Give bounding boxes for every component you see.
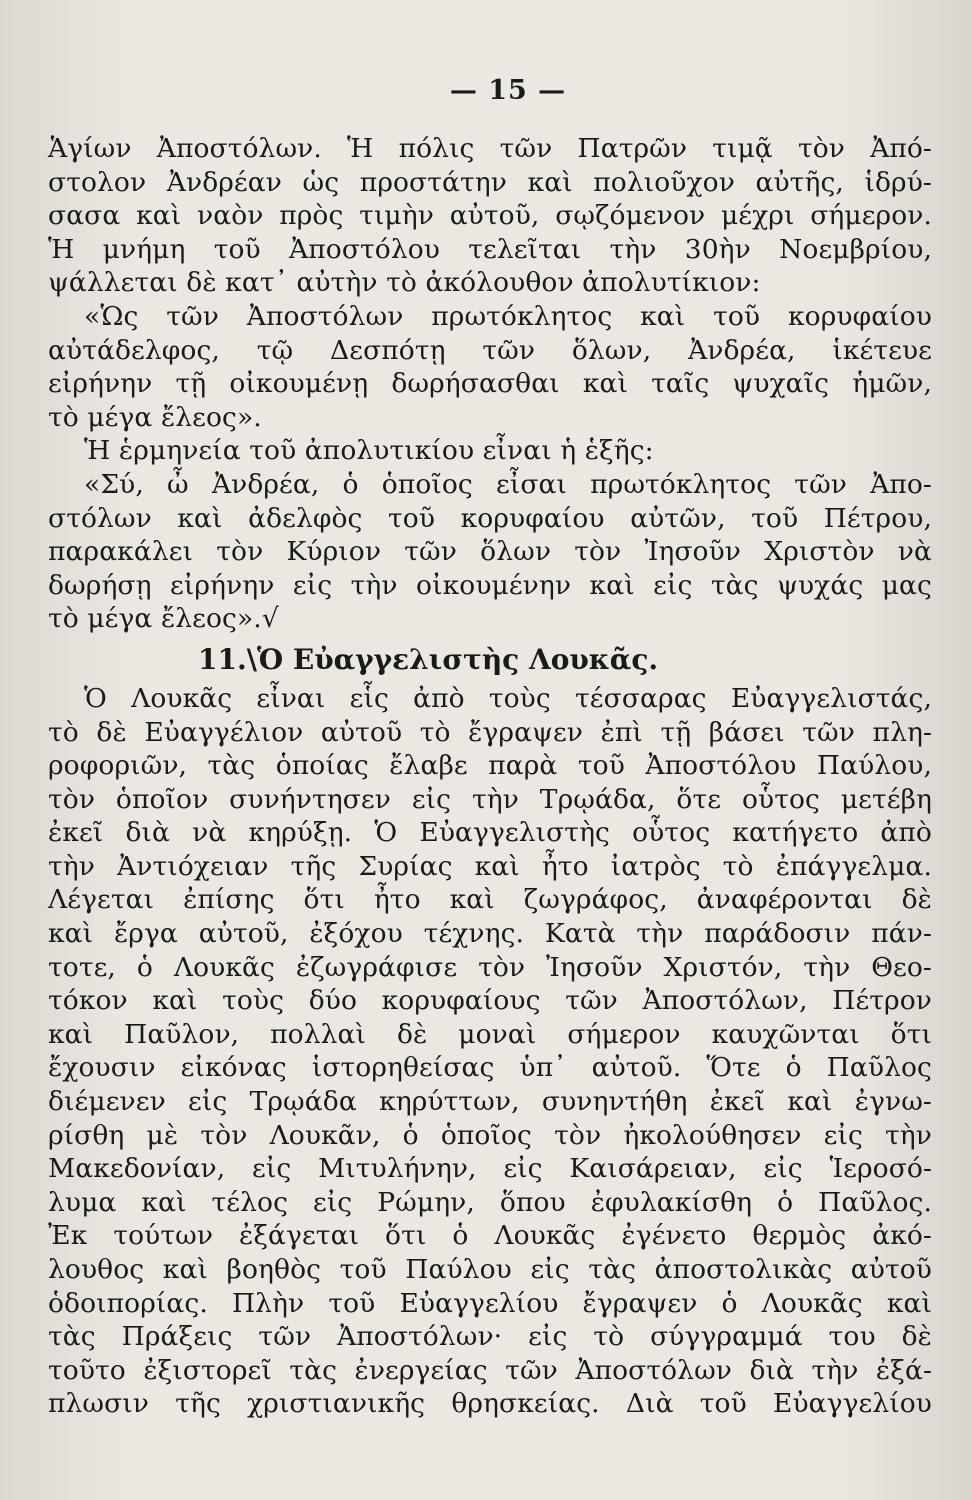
text-line: στολον Ἀνδρέαν ὡς προστάτην καὶ πολιοῦχον αὐτῆς, ἱδρύ- — [48, 166, 932, 198]
text-line: «Ὡς τῶν Ἀποστόλων πρωτόκλητος καὶ τοῦ κορυφαίου — [84, 300, 932, 332]
text-line: ἐκεῖ διὰ νὰ κηρύξῃ. Ὁ Εὐαγγελιστὴς οὗτος κατήγετο ἀπὸ — [48, 817, 932, 849]
text-line: ρίσθη μὲ τὸν Λουκᾶν, ὁ ὁποῖος τὸν ἠκολούθησεν εἰς τὴν — [48, 1119, 932, 1151]
text-line: τὸ μέγα ἔλεος».√ — [48, 603, 279, 635]
text-line: καὶ ἔργα αὐτοῦ, ἐξόχου τέχνης. Κατὰ τὴν παράδοσιν πάν- — [48, 918, 932, 950]
text-line: ἔχουσιν εἰκόνας ἱστορηθείσας ὑπ᾽ αὐτοῦ. Ὅτε ὁ Παῦλος — [48, 1052, 932, 1084]
text-line: Ὁ Λουκᾶς εἶναι εἷς ἀπὸ τοὺς τέσσαρας Εὐαγγελιστάς, — [84, 682, 932, 714]
text-line: Μακεδονίαν, εἰς Μιτυλήνην, εἰς Καισάρειαν, εἰς Ἱεροσό- — [48, 1153, 932, 1185]
text-line: τὴν Ἀντιόχειαν τῆς Συρίας καὶ ἦτο ἰατρὸς τὸ ἐπάγγελμα. — [48, 850, 932, 882]
text-line: ψάλλεται δὲ κατ᾽ αὐτὴν τὸ ἀκόλουθον ἀπολυτίκιον: — [48, 267, 761, 299]
text-line: Ἐκ τούτων ἐξάγεται ὅτι ὁ Λουκᾶς ἐγένετο θερμὸς ἀκό- — [48, 1220, 932, 1252]
text-line: τὸ δὲ Εὐαγγέλιον αὐτοῦ τὸ ἔγραψεν ἐπὶ τῇ βάσει τῶν πλη- — [48, 716, 932, 748]
page-number: — 15 — — [449, 75, 567, 106]
text-line: λουθος καὶ βοηθὸς τοῦ Παύλου εἰς τὰς ἀποστολικὰς αὐτοῦ — [48, 1254, 932, 1285]
text-line: ὁδοιπορίας. Πλὴν τοῦ Εὐαγγελίου ἔγραψεν ὁ Λουκᾶς καὶ — [48, 1287, 932, 1319]
text-line: στόλων καὶ ἀδελφὸς τοῦ κορυφαίου αὐτῶν, τοῦ Πέτρου, — [48, 502, 932, 534]
text-line: δωρήσῃ εἰρήνην εἰς τὴν οἰκουμένην καὶ εἰς τὰς ψυχάς μας — [48, 569, 932, 601]
text-line: καὶ Παῦλον, πολλαὶ δὲ μοναὶ σήμερον καυχῶνται ὅτι — [48, 1018, 932, 1050]
text-line: τοτε, ὁ Λουκᾶς ἐζωγράφισε τὸν Ἰησοῦν Χριστόν, τὴν Θεο- — [48, 951, 932, 983]
section-heading: 11.\Ὁ Εὐαγγελιστὴς Λουκᾶς. — [198, 642, 659, 676]
text-block-evangelist-luke — [48, 682, 932, 1421]
text-line: «Σύ, ὦ Ἀνδρέα, ὁ ὁποῖος εἶσαι πρωτόκλητος τῶν Ἀπο- — [84, 468, 932, 500]
text-line: διέμενεν εἰς Τρῳάδα κηρύττων, συνηντήθη ἐκεῖ καὶ ἐγνω- — [48, 1086, 932, 1118]
text-line: Ἡ ἑρμηνεία τοῦ ἀπολυτικίου εἶναι ἡ ἑξῆς: — [84, 435, 654, 467]
text-line: τὰς Πράξεις τῶν Ἀποστόλων· εἰς τὸ σύγγραμμά του δὲ — [48, 1321, 932, 1353]
text-line: ροφοριῶν, τὰς ὁποίας ἔλαβε παρὰ τοῦ Ἀποστόλου Παύλου, — [48, 750, 932, 782]
text-line: τὸν ὁποῖον συνήντησεν εἰς τὴν Τρῳάδα, ὅτε οὗτος μετέβη — [48, 783, 932, 815]
text-line: τὸ μέγα ἔλεος». — [48, 401, 262, 433]
text-line: Ἁγίων Ἀποστόλων. Ἡ πόλις τῶν Πατρῶν τιμᾷ τὸν Ἀπό- — [48, 133, 932, 164]
text-block-apostle-andrew — [48, 132, 932, 636]
text-line: εἰρήνην τῇ οἰκουμένῃ δωρήσασθαι καὶ ταῖς ψυχαῖς ἡμῶν, — [48, 368, 932, 400]
text-line: πλωσιν τῆς χριστιανικῆς θρησκείας. Διὰ τοῦ Εὐαγγελίου — [48, 1388, 932, 1420]
text-line: λυμα καὶ τέλος εἰς Ρώμην, ὅπου ἐφυλακίσθη ὁ Παῦλος. — [48, 1186, 932, 1218]
text-line: σασα καὶ ναὸν πρὸς τιμὴν αὐτοῦ, σῳζόμενον μέχρι σήμερον. — [48, 200, 932, 232]
text-line: Λέγεται ἐπίσης ὅτι ἦτο καὶ ζωγράφος, ἀναφέρονται δὲ — [48, 884, 932, 916]
text-line: τόκον καὶ τοὺς δύο κορυφαίους τῶν Ἀποστόλων, Πέτρον — [48, 985, 932, 1017]
text-line: Ἡ μνήμη τοῦ Ἀποστόλου τελεῖται τὴν 30ὴν Νοεμβρίου, — [48, 233, 932, 265]
text-line: αὐτάδελφος, τῷ Δεσπότῃ τῶν ὅλων, Ἀνδρέα, ἱκέτευε — [48, 334, 932, 366]
text-line: τοῦτο ἐξιστορεῖ τὰς ἐνεργείας τῶν Ἀποστόλων διὰ τὴν ἐξά- — [48, 1354, 932, 1386]
text-line: παρακάλει τὸν Κύριον τῶν ὅλων τὸν Ἰησοῦν Χριστὸν νὰ — [48, 536, 932, 568]
